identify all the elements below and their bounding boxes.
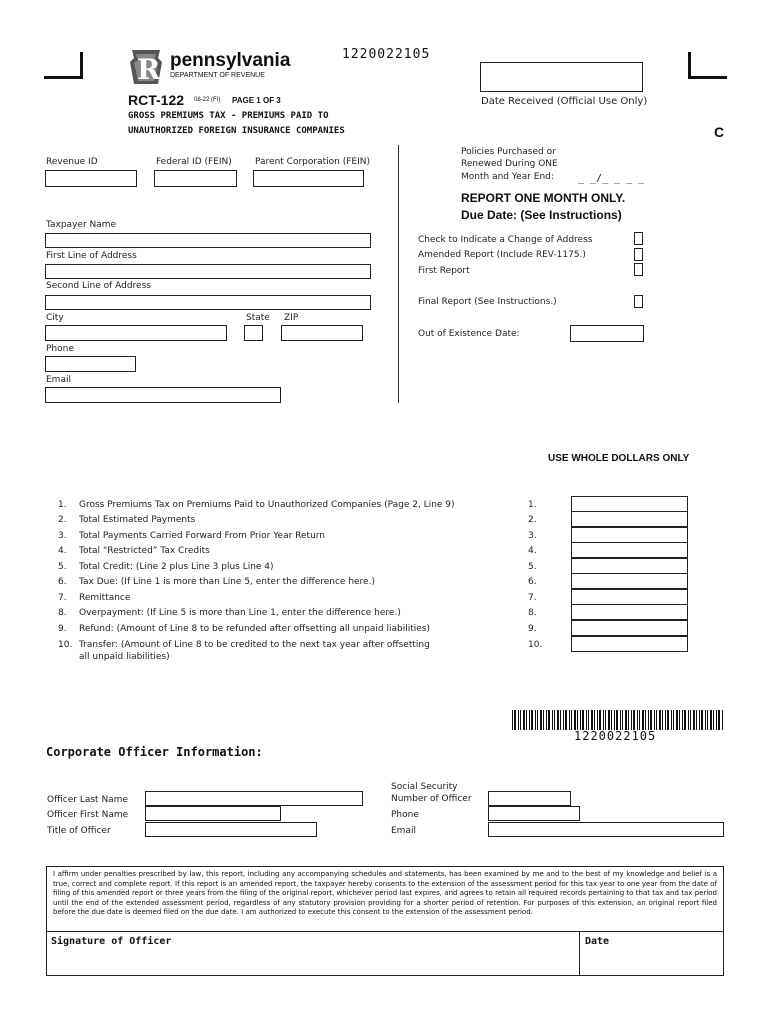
line-ref: 1. — [528, 500, 537, 510]
line-ref: 4. — [528, 546, 537, 556]
officer-phone-field[interactable] — [488, 806, 580, 821]
officer-title-label: Title of Officer — [47, 826, 111, 836]
officer-section-title: Corporate Officer Information: — [46, 745, 263, 759]
date-received-label: Date Received (Official Use Only) — [481, 96, 648, 107]
whole-dollars-note: USE WHOLE DOLLARS ONLY — [548, 453, 690, 464]
amended-report-checkbox[interactable] — [634, 248, 643, 261]
line-ref: 5. — [528, 562, 537, 572]
line-number: 8. — [58, 608, 67, 618]
officer-last-name-field[interactable] — [145, 791, 363, 806]
federal-id-field[interactable] — [154, 170, 237, 187]
policies-label-line2: Renewed During ONE — [461, 159, 558, 169]
policies-label-line1: Policies Purchased or — [461, 147, 556, 157]
line-amount-field[interactable] — [571, 573, 688, 589]
line-amount-field[interactable] — [571, 558, 688, 574]
signature-block — [46, 866, 724, 976]
federal-id-label: Federal ID (FEIN) — [156, 157, 232, 167]
officer-first-name-label: Officer First Name — [47, 810, 129, 820]
officer-phone-label: Phone — [391, 810, 419, 820]
edge-letter: C — [714, 124, 725, 140]
line-text: Total “Restricted” Tax Credits — [79, 546, 210, 556]
agency-name: pennsylvania — [170, 50, 291, 71]
line-number: 10. — [58, 640, 73, 650]
period-date-field[interactable]: _ _/_ _ _ _ — [578, 173, 645, 184]
line-number: 1. — [58, 500, 67, 510]
amended-report-label: Amended Report (Include REV-1175.) — [418, 250, 586, 260]
line-amount-field[interactable] — [571, 636, 688, 652]
line-text: Tax Due: (If Line 1 is more than Line 5, enter the difference here.) — [79, 577, 375, 587]
zip-label: ZIP — [284, 313, 299, 323]
city-label: City — [46, 313, 64, 323]
policies-label-line3: Month and Year End: — [461, 172, 554, 182]
revenue-id-label: Revenue ID — [46, 157, 98, 167]
form-id: RCT-122 — [128, 92, 185, 108]
officer-ssn-label-line1: Social Security — [391, 782, 458, 792]
signature-date-divider — [579, 931, 580, 976]
line-ref: 3. — [528, 531, 537, 541]
line-number: 9. — [58, 624, 67, 634]
line-amount-field[interactable] — [571, 620, 688, 636]
line-text: Transfer: (Amount of Line 8 to be credited to the next tax year after offsetting — [79, 640, 430, 650]
zip-field[interactable] — [281, 325, 363, 341]
line-text: Overpayment: (If Line 5 is more than Line 1, enter the difference here.) — [79, 608, 401, 618]
logo-letter: R — [137, 53, 161, 86]
date-field[interactable] — [581, 949, 721, 975]
parent-corp-field[interactable] — [253, 170, 364, 187]
line-amount-field[interactable] — [571, 496, 688, 512]
state-field[interactable] — [244, 325, 263, 341]
line-number: 2. — [58, 515, 67, 525]
officer-ssn-label-line2: Number of Officer — [391, 794, 472, 804]
line-text: Refund: (Amount of Line 8 to be refunded after offsetting all unpaid liabilities) — [79, 624, 430, 634]
line-text: Remittance — [79, 593, 131, 603]
report-one-month: REPORT ONE MONTH ONLY. — [461, 191, 626, 205]
affirmation-text: I affirm under penalties prescribed by law, this report, including any accompanying schedules and statements, has been examined by me and to the best of my knowledge and belief is a true, correct and complete report. If this report is an amended report, the taxpayer hereby consents to the extension of the assessment period for this tax year to one year from the date of filing of this amended report or three years from the filing of the original report, whichever period last expires, and agrees to retain all required records pertaining to that tax and tax period until the end of the extended assessment period, regardless of any statutory provision providing for a shorter period of retention. For purposes of this extension, an original report filed before the due date is deemed filed on the due date. I am authorized to execute this consent to the extension of the assessment period. — [53, 870, 717, 916]
officer-email-label: Email — [391, 826, 416, 836]
state-label: State — [246, 313, 270, 323]
line-ref: 10. — [528, 640, 543, 650]
registration-mark-top-left — [44, 52, 83, 79]
taxpayer-name-label: Taxpayer Name — [46, 220, 117, 230]
parent-corp-label: Parent Corporation (FEIN) — [255, 157, 370, 167]
barcode-number-top: 1220022105 — [342, 47, 431, 62]
line-ref: 8. — [528, 608, 537, 618]
change-address-checkbox[interactable] — [634, 232, 643, 245]
form-title-line1: GROSS PREMIUMS TAX - PREMIUMS PAID TO — [128, 111, 329, 121]
pa-keystone-logo — [128, 48, 164, 86]
address1-label: First Line of Address — [46, 251, 137, 261]
address2-label: Second Line of Address — [46, 281, 151, 291]
taxpayer-name-field[interactable] — [45, 233, 371, 248]
line-amount-field[interactable] — [571, 589, 688, 605]
due-date-note: Due Date: (See Instructions) — [461, 208, 622, 222]
signature-of-officer-label: Signature of Officer — [51, 936, 172, 947]
officer-last-name-label: Officer Last Name — [47, 795, 128, 805]
line-amount-field[interactable] — [571, 542, 688, 558]
form-revision: 08-22 (FI) — [194, 97, 221, 103]
date-received-box[interactable] — [480, 62, 643, 92]
officer-email-field[interactable] — [488, 822, 724, 837]
line-text: Total Payments Carried Forward From Prior Year Return — [79, 531, 326, 541]
affirmation-divider — [47, 931, 723, 932]
line-amount-field[interactable] — [571, 527, 688, 543]
line-ref: 2. — [528, 515, 537, 525]
revenue-id-field[interactable] — [45, 170, 137, 187]
first-report-label: First Report — [418, 266, 470, 276]
email-field[interactable] — [45, 387, 281, 403]
officer-title-field[interactable] — [145, 822, 317, 837]
first-report-checkbox[interactable] — [634, 263, 643, 276]
line-amount-field[interactable] — [571, 511, 688, 527]
line-number: 3. — [58, 531, 67, 541]
out-of-existence-label: Out of Existence Date: — [418, 329, 520, 339]
date-label: Date — [585, 936, 610, 947]
officer-ssn-field[interactable] — [488, 791, 571, 806]
line-ref: 7. — [528, 593, 537, 603]
line-text: Gross Premiums Tax on Premiums Paid to Unauthorized Companies (Page 2, Line 9) — [79, 500, 455, 510]
phone-label: Phone — [46, 344, 74, 354]
address2-field[interactable] — [45, 295, 371, 310]
barcode-number-bottom: 1220022105 — [574, 729, 657, 743]
final-report-checkbox[interactable] — [634, 295, 643, 308]
line-amount-field[interactable] — [571, 604, 688, 620]
agency-dept: DEPARTMENT OF REVENUE — [170, 72, 265, 79]
address1-field[interactable] — [45, 264, 371, 279]
out-of-existence-field[interactable] — [570, 325, 644, 342]
city-field[interactable] — [45, 325, 227, 341]
line-number: 4. — [58, 546, 67, 556]
form-title-line2: UNAUTHORIZED FOREIGN INSURANCE COMPANIES — [128, 126, 345, 136]
line-number: 7. — [58, 593, 67, 603]
line-text-continued: all unpaid liabilities) — [79, 652, 170, 662]
barcode-icon — [512, 710, 725, 730]
signature-field[interactable] — [49, 949, 577, 975]
officer-first-name-field[interactable] — [145, 806, 281, 821]
email-label: Email — [46, 375, 71, 385]
page-label: PAGE 1 OF 3 — [232, 96, 281, 105]
change-address-label: Check to Indicate a Change of Address — [418, 235, 593, 245]
phone-field[interactable] — [45, 356, 136, 372]
line-ref: 6. — [528, 577, 537, 587]
line-number: 5. — [58, 562, 67, 572]
registration-mark-top-right — [688, 52, 727, 79]
line-text: Total Estimated Payments — [79, 515, 196, 525]
final-report-label: Final Report (See Instructions.) — [418, 297, 557, 307]
line-text: Total Credit: (Line 2 plus Line 3 plus Line 4) — [79, 562, 274, 572]
column-divider — [398, 145, 399, 403]
line-ref: 9. — [528, 624, 537, 634]
line-number: 6. — [58, 577, 67, 587]
